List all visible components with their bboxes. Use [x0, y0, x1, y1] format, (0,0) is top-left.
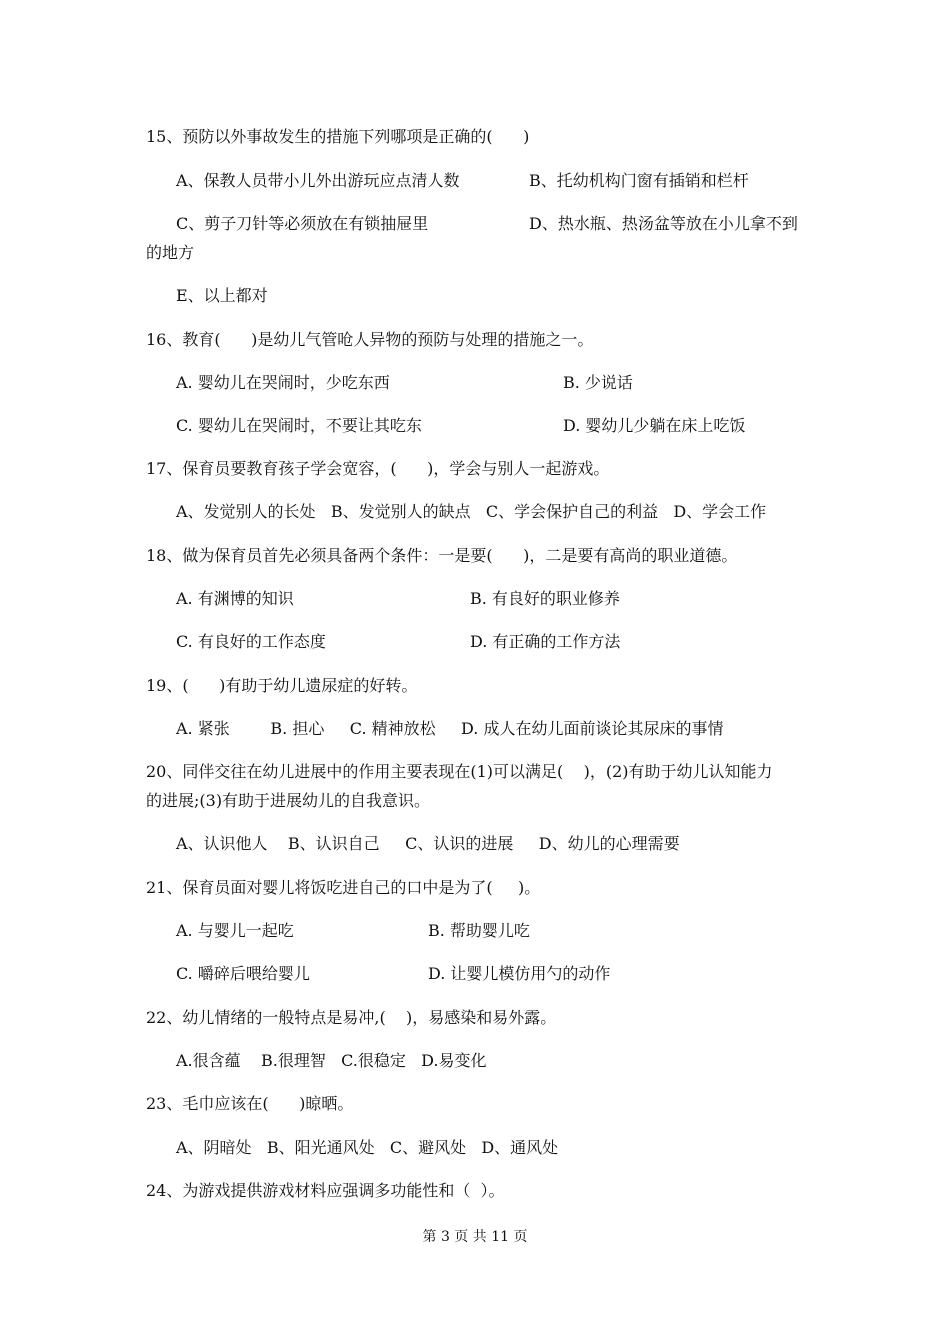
- q21-option-d: D. 让婴儿模仿用勺的动作: [428, 964, 611, 983]
- q18-option-a: A. 有渊博的知识: [176, 589, 294, 608]
- q16-option-b: B. 少说话: [563, 373, 633, 392]
- question-24: 24、为游戏提供游戏材料应强调多功能性和（ ）。: [146, 1181, 505, 1200]
- q17-options: A、发觉别人的长处 B、发觉别人的缺点 C、学会保护自己的利益 D、学会工作: [176, 502, 767, 521]
- question-15: 15、预防以外事故发生的措施下列哪项是正确的( ): [146, 127, 530, 146]
- q16-option-c: C. 婴幼儿在哭闹时，不要让其吃东: [176, 416, 422, 435]
- q18-option-c: C. 有良好的工作态度: [176, 632, 326, 651]
- q16-option-a: A. 婴幼儿在哭闹时，少吃东西: [176, 373, 390, 392]
- q20-options: A、认识他人 B、认识自己 C、认识的进展 D、幼儿的心理需要: [176, 834, 680, 853]
- q19-options: A. 紧张 B. 担心 C. 精神放松 D. 成人在幼儿面前谈论其尿床的事情: [176, 719, 724, 738]
- question-16: 16、教育( )是幼儿气管呛人异物的预防与处理的措施之一。: [146, 330, 594, 349]
- q18-option-d: D. 有正确的工作方法: [470, 632, 621, 651]
- page-number-footer: 第 3 页 共 11 页: [422, 1229, 528, 1245]
- q21-option-b: B. 帮助婴儿吃: [428, 921, 530, 940]
- q16-option-d: D. 婴幼儿少躺在床上吃饭: [563, 416, 746, 435]
- question-19: 19、( )有助于幼儿遗尿症的好转。: [146, 676, 418, 695]
- question-17: 17、保育员要教育孩子学会宽容，( )，学会与别人一起游戏。: [146, 459, 610, 478]
- q15-option-b: B、托幼机构门窗有插销和栏杆: [529, 171, 749, 190]
- q15-option-d: D、热水瓶、热汤盆等放在小儿拿不到: [529, 214, 798, 233]
- q22-options: A.很含蕴 B.很理智 C.很稳定 D.易变化: [176, 1051, 487, 1070]
- question-20: 20、同伴交往在幼儿进展中的作用主要表现在(1)可以满足( )，(2)有助于幼儿认知能力: [146, 762, 773, 781]
- q21-option-c: C. 嚼碎后喂给婴儿: [176, 964, 310, 983]
- q21-option-a: A. 与婴儿一起吃: [176, 921, 294, 940]
- q15-option-a: A、保教人员带小儿外出游玩应点清人数: [176, 171, 460, 190]
- question-18: 18、做为保育员首先必须具备两个条件：一是要( )，二是要有高尚的职业道德。: [146, 546, 738, 565]
- q18-option-b: B. 有良好的职业修养: [470, 589, 620, 608]
- q23-options: A、阴暗处 B、阳光通风处 C、避风处 D、通风处: [176, 1138, 559, 1157]
- question-23: 23、毛巾应该在( )晾晒。: [146, 1094, 354, 1113]
- question-21: 21、保育员面对婴儿将饭吃进自己的口中是为了( )。: [146, 878, 541, 897]
- q15-option-c: C、剪子刀针等必须放在有锁抽屉里: [176, 214, 429, 233]
- q15-option-d-continued: 的地方: [146, 243, 195, 262]
- question-22: 22、幼儿情绪的一般特点是易冲,( )，易感染和易外露。: [146, 1008, 557, 1027]
- question-20-continued: 的进展;(3)有助于进展幼儿的自我意识。: [146, 791, 431, 810]
- q15-option-e: E、以上都对: [176, 286, 268, 305]
